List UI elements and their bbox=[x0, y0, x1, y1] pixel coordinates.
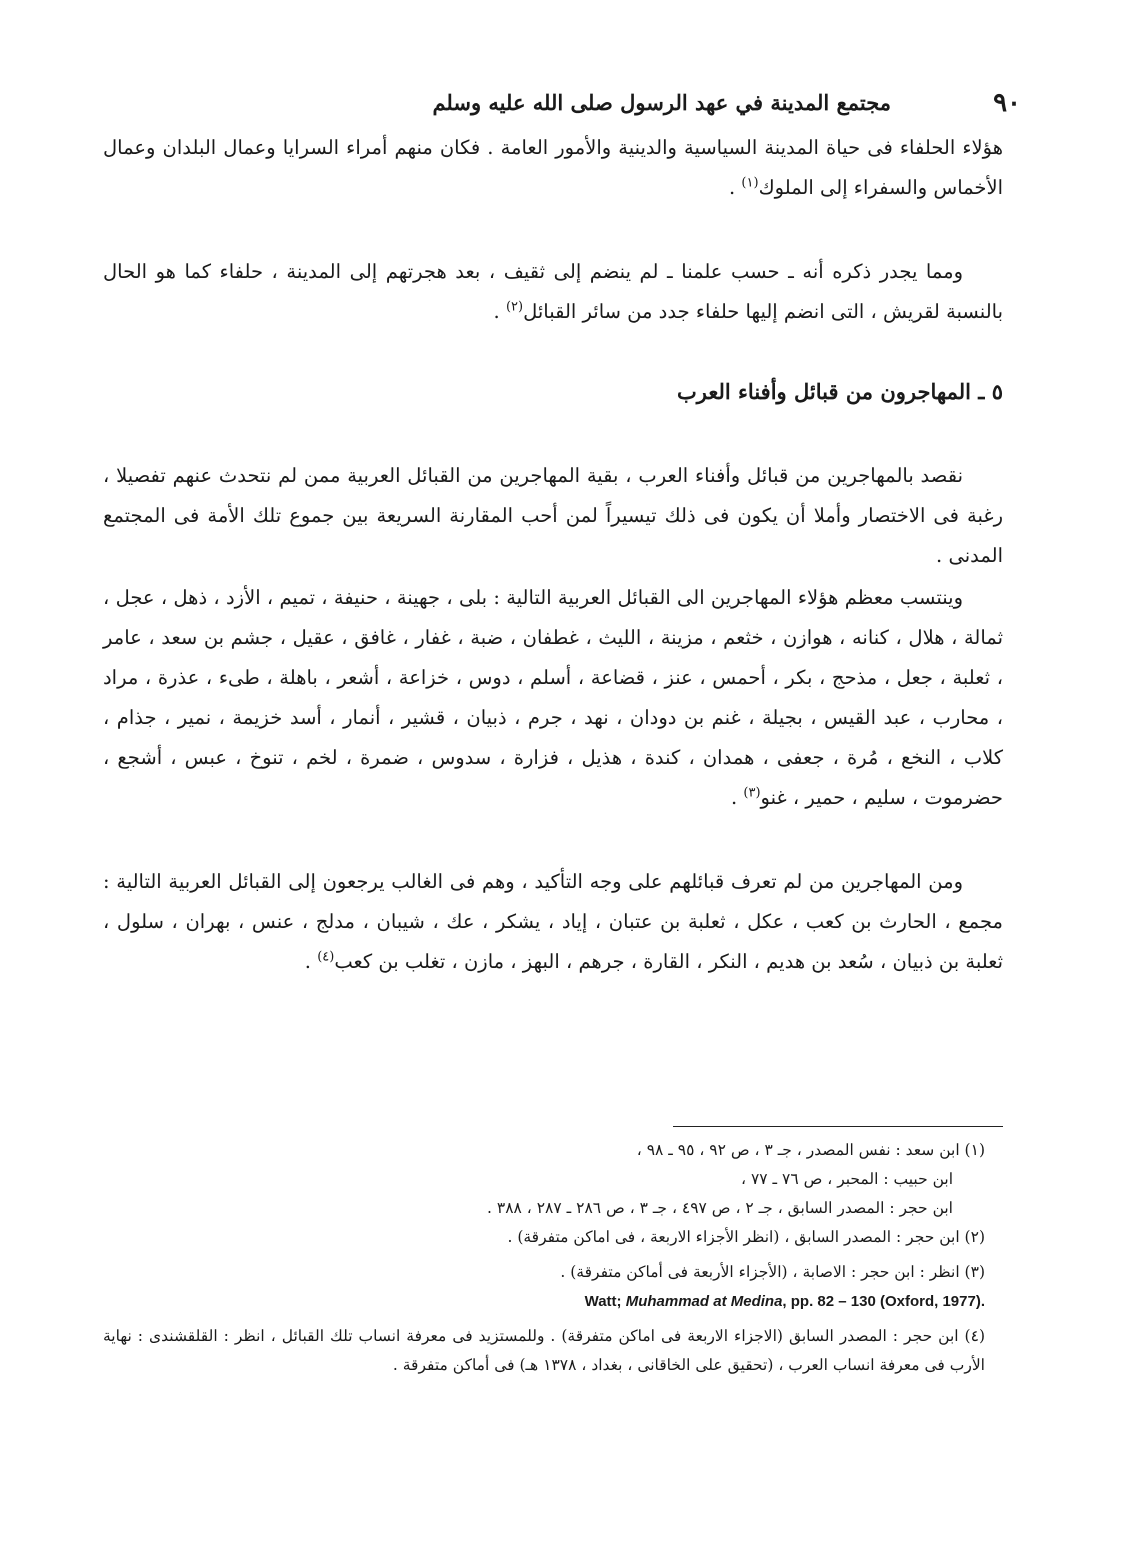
footnote-ref-4[interactable]: (٤) bbox=[317, 949, 335, 965]
footnotes bbox=[103, 1136, 1003, 1380]
paragraph-text: نقصد بالمهاجرين من قبائل وأفناء العرب ، بقية المهاجرين من القبائل العربية ممن لم نتحدث عنهم تفصيلا ، رغبة فى الاختصار وأملا أن يكون فى ذلك تيسيراً لمن أحب المقارنة السريعة بين جموع تلك الأمة فى المجتمع المدنى . bbox=[103, 464, 1003, 567]
section-heading: ٥ ـ المهاجرون من قبائل وأفناء العرب bbox=[677, 379, 1003, 404]
footnote-ref-1[interactable]: (١) bbox=[741, 175, 759, 191]
page-number: ٩٠ bbox=[993, 88, 1021, 118]
footnote-3-title: Muhammad at Medina bbox=[625, 1293, 783, 1310]
paragraph-text: ومما يجدر ذكره أنه ـ حسب علمنا ـ لم ينضم إلى ثقيف ، بعد هجرتهم إلى المدينة ، حلفاء كما هو الحال بالنسبة لقريش ، التى انضم إليها حلفاء جدد من سائر القبائل bbox=[103, 260, 1003, 323]
footnote-ref-2[interactable]: (٢) bbox=[505, 299, 524, 315]
footnote-divider bbox=[673, 1126, 1003, 1127]
footnote-1-line-1: (١) ابن سعد : نفس المصدر ، جـ ٣ ، ص ٩٢ ، ٩٥ ـ ٩٨ ، bbox=[636, 1141, 985, 1159]
footnote-3-latin bbox=[103, 1287, 1003, 1316]
paragraph-allies-roles bbox=[103, 128, 1003, 208]
paragraph-end: . bbox=[729, 176, 742, 199]
footnote-2: (٢) ابن حجر : المصدر السابق ، (انظر الأجزاء الاربعة ، فى اماكن متفرقة) . bbox=[507, 1228, 985, 1246]
footnote-1-line-3: ابن حجر : المصدر السابق ، جـ ٢ ، ص ٤٩٧ ، جـ ٣ ، ص ٢٨٦ ـ ٢٨٧ ، ٣٨٨ . bbox=[487, 1199, 953, 1217]
paragraph-end: . bbox=[493, 300, 506, 323]
paragraph-thaqif bbox=[103, 252, 1003, 332]
paragraph-uncertain-tribes bbox=[103, 862, 1003, 982]
paragraph-text: ومن المهاجرين من لم تعرف قبائلهم على وجه التأكيد ، وهم فى الغالب يرجعون إلى القبائل العربية التالية : مجمع ، الحارث بن كعب ، عكل ، ثعلبة بن عتبان ، إياد ، يشكر ، عك ، شيبان ، مدلج ، عنس ، بهران ، سلول ، ثعلبة بن ذبيان ، سُعد بن هديم ، النكر ، القارة ، جرهم ، البهز ، مازن ، تغلب بن كعب bbox=[103, 870, 1003, 973]
footnote-4: (٤) ابن حجر : المصدر السابق (الاجزاء الاربعة فى اماكن متفرقة) . وللمستزيد فى معرفة انساب تلك القبائل ، انظر : القلقشندى : نهاية الأرب فى معرفة انساب العرب ، (تحقيق على الخاقانى ، بغداد ، ١٣٧٨ هـ) فى أماكن متفرقة . bbox=[103, 1327, 985, 1374]
paragraph-tribes-list bbox=[103, 578, 1003, 818]
running-header bbox=[101, 88, 1021, 120]
paragraph-end: . bbox=[304, 950, 318, 973]
footnote-3-author: Watt; bbox=[584, 1293, 622, 1310]
footnote-3-line-1: (٣) انظر : ابن حجر : الاصابة ، (الأجزاء الأربعة فى أماكن متفرقة) . bbox=[560, 1263, 985, 1281]
paragraph-text: هؤلاء الحلفاء فى حياة المدينة السياسية والدينية والأمور العامة . فكان منهم أمراء السرايا وعمال البلدان وعمال الأخماس والسفراء إلى الملوك bbox=[103, 136, 1003, 199]
footnote-ref-3[interactable]: (٣) bbox=[743, 785, 761, 801]
paragraph-end: . bbox=[730, 786, 744, 809]
running-title: مجتمع المدينة في عهد الرسول صلى الله عليه وسلم bbox=[432, 90, 891, 115]
paragraph-intent bbox=[103, 456, 1003, 576]
footnote-1-line-2: ابن حبيب : المحبر ، ص ٧٦ ـ ٧٧ ، bbox=[741, 1170, 953, 1188]
footnote-3-pages: , pp. 82 – 130 (Oxford, 1977). bbox=[782, 1293, 985, 1310]
paragraph-text: وينتسب معظم هؤلاء المهاجرين الى القبائل العربية التالية : بلى ، جهينة ، حنيفة ، تميم ، الأزد ، ذهل ، عجل ، ثمالة ، هلال ، كنانه ، هوازن ، خثعم ، مزينة ، الليث ، غطفان ، ضبة ، غفار ، غافق ، عقيل ، جشم بن سعد ، عامر ، ثعلبة ، جعل ، مذحج ، بكر ، أحمس ، عنز ، قضاعة ، أسلم ، دوس ، خزاعة ، أشعر ، باهلة ، طىء ، عذرة ، مراد ، محارب ، عبد القيس ، بجيلة ، غنم بن دودان ، نهد ، جرم ، ذبيان ، قشير ، أنمار ، أسد خزيمة ، نمير ، جذام ، كلاب ، النخع ، مُرة ، جعفى ، همدان ، كندة ، هذيل ، فزارة ، سدوس ، ضمرة ، لخم ، تنوخ ، عبس ، أشجع ، حضرموت ، سليم ، حمير ، غنو bbox=[103, 586, 1003, 809]
